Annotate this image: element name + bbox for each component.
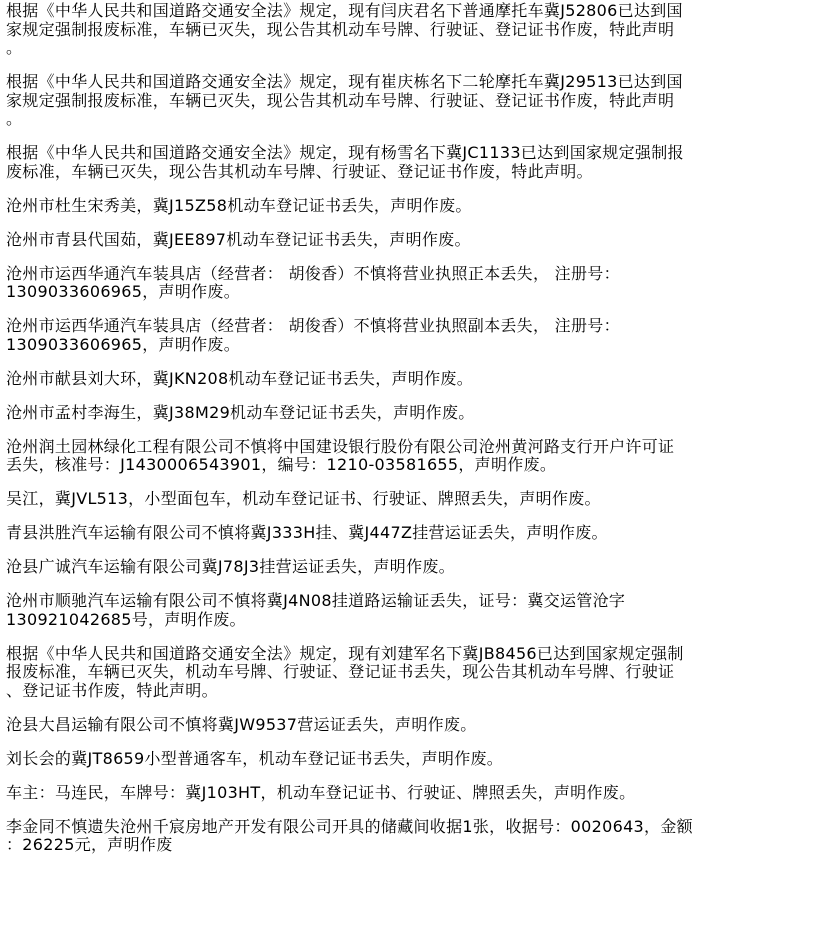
- notice-paragraph: 青县洪胜汽车运输有限公司不慎将冀J333H挂、冀J447Z挂营运证丢失，声明作废。: [6, 523, 608, 542]
- notice-paragraph: 根据《中华人民共和国道路交通安全法》规定，现有崔庆栋名下二轮摩托车冀J29513已达到国 家规定强制报废标准，车辆已灭失，现公告其机动车号牌、行驶证、登记证书作废，特此声明 。: [6, 72, 683, 128]
- notice-paragraph: 根据《中华人民共和国道路交通安全法》规定，现有闫庆君名下普通摩托车冀J52806已达到国 家规定强制报废标准，车辆已灭失，现公告其机动车号牌、行驶证、登记证书作废，特此声明 。: [6, 1, 683, 57]
- notice-list: [6, 2, 827, 855]
- notice-paragraph: 沧州市运西华通汽车装具店（经营者： 胡俊香）不慎将营业执照正本丢失， 注册号： 1309033606965，声明作废。: [6, 263, 620, 301]
- notice-paragraph: 李金同不慎遗失沧州千宸房地产开发有限公司开具的储藏间收据1张，收据号：0020643，金额 ：26225元，声明作废: [6, 816, 693, 854]
- notice-paragraph: 沧州市献县刘大环，冀JKN208机动车登记证书丢失，声明作废。: [6, 368, 474, 388]
- notice-paragraph: 刘长会的冀JT8659小型普通客车，机动车登记证书丢失，声明作废。: [6, 748, 504, 768]
- notice-paragraph: 沧州市杜生宋秀美，冀J15Z58机动车登记证书丢失，声明作废。: [6, 195, 472, 215]
- notice-paragraph: 吴江，冀JVL513，小型面包车，机动车登记证书、行驶证、牌照丢失，声明作废。: [6, 489, 601, 508]
- notice-paragraph: 沧州市青县代国茹，冀JEE897机动车登记证书丢失，声明作废。: [6, 229, 471, 249]
- notice-paragraph: 沧县广诚汽车运输有限公司冀J78J3挂营运证丢失，声明作废。: [6, 557, 455, 576]
- notice-paragraph: 车主：马连民，车牌号：冀J103HT，机动车登记证书、行驶证、牌照丢失，声明作废。: [6, 782, 636, 802]
- notice-paragraph: 沧州润土园林绿化工程有限公司不慎将中国建设银行股份有限公司沧州黄河路支行开户许可证 丢失，核准号：J1430006543901，编号：1210-03581655，声明作废。: [6, 436, 675, 474]
- notice-paragraph: 根据《中华人民共和国道路交通安全法》规定，现有刘建军名下冀JB8456已达到国家规定强制 报废标准，车辆已灭失，机动车号牌、行驶证、登记证书丢失，现公告其机动车号牌、行驶证 、登记证书作废，特此声明。: [6, 643, 684, 700]
- notice-paragraph: 沧州市孟村李海生，冀J38M29机动车登记证书丢失，声明作废。: [6, 402, 475, 422]
- notice-paragraph: 沧州市顺驰汽车运输有限公司不慎将冀J4N08挂道路运输证丢失，证号：冀交运管沧字 130921042685号，声明作废。: [6, 591, 626, 629]
- notice-paragraph: 沧州市运西华通汽车装具店（经营者： 胡俊香）不慎将营业执照副本丢失， 注册号： 1309033606965，声明作废。: [6, 316, 620, 354]
- notice-paragraph: 沧县大昌运输有限公司不慎将冀JW9537营运证丢失，声明作废。: [6, 714, 477, 734]
- notice-paragraph: 根据《中华人民共和国道路交通安全法》规定，现有杨雪名下冀JC1133已达到国家规定强制报 废标准，车辆已灭失，现公告其机动车号牌、行驶证、登记证书作废，特此声明。: [6, 143, 684, 181]
